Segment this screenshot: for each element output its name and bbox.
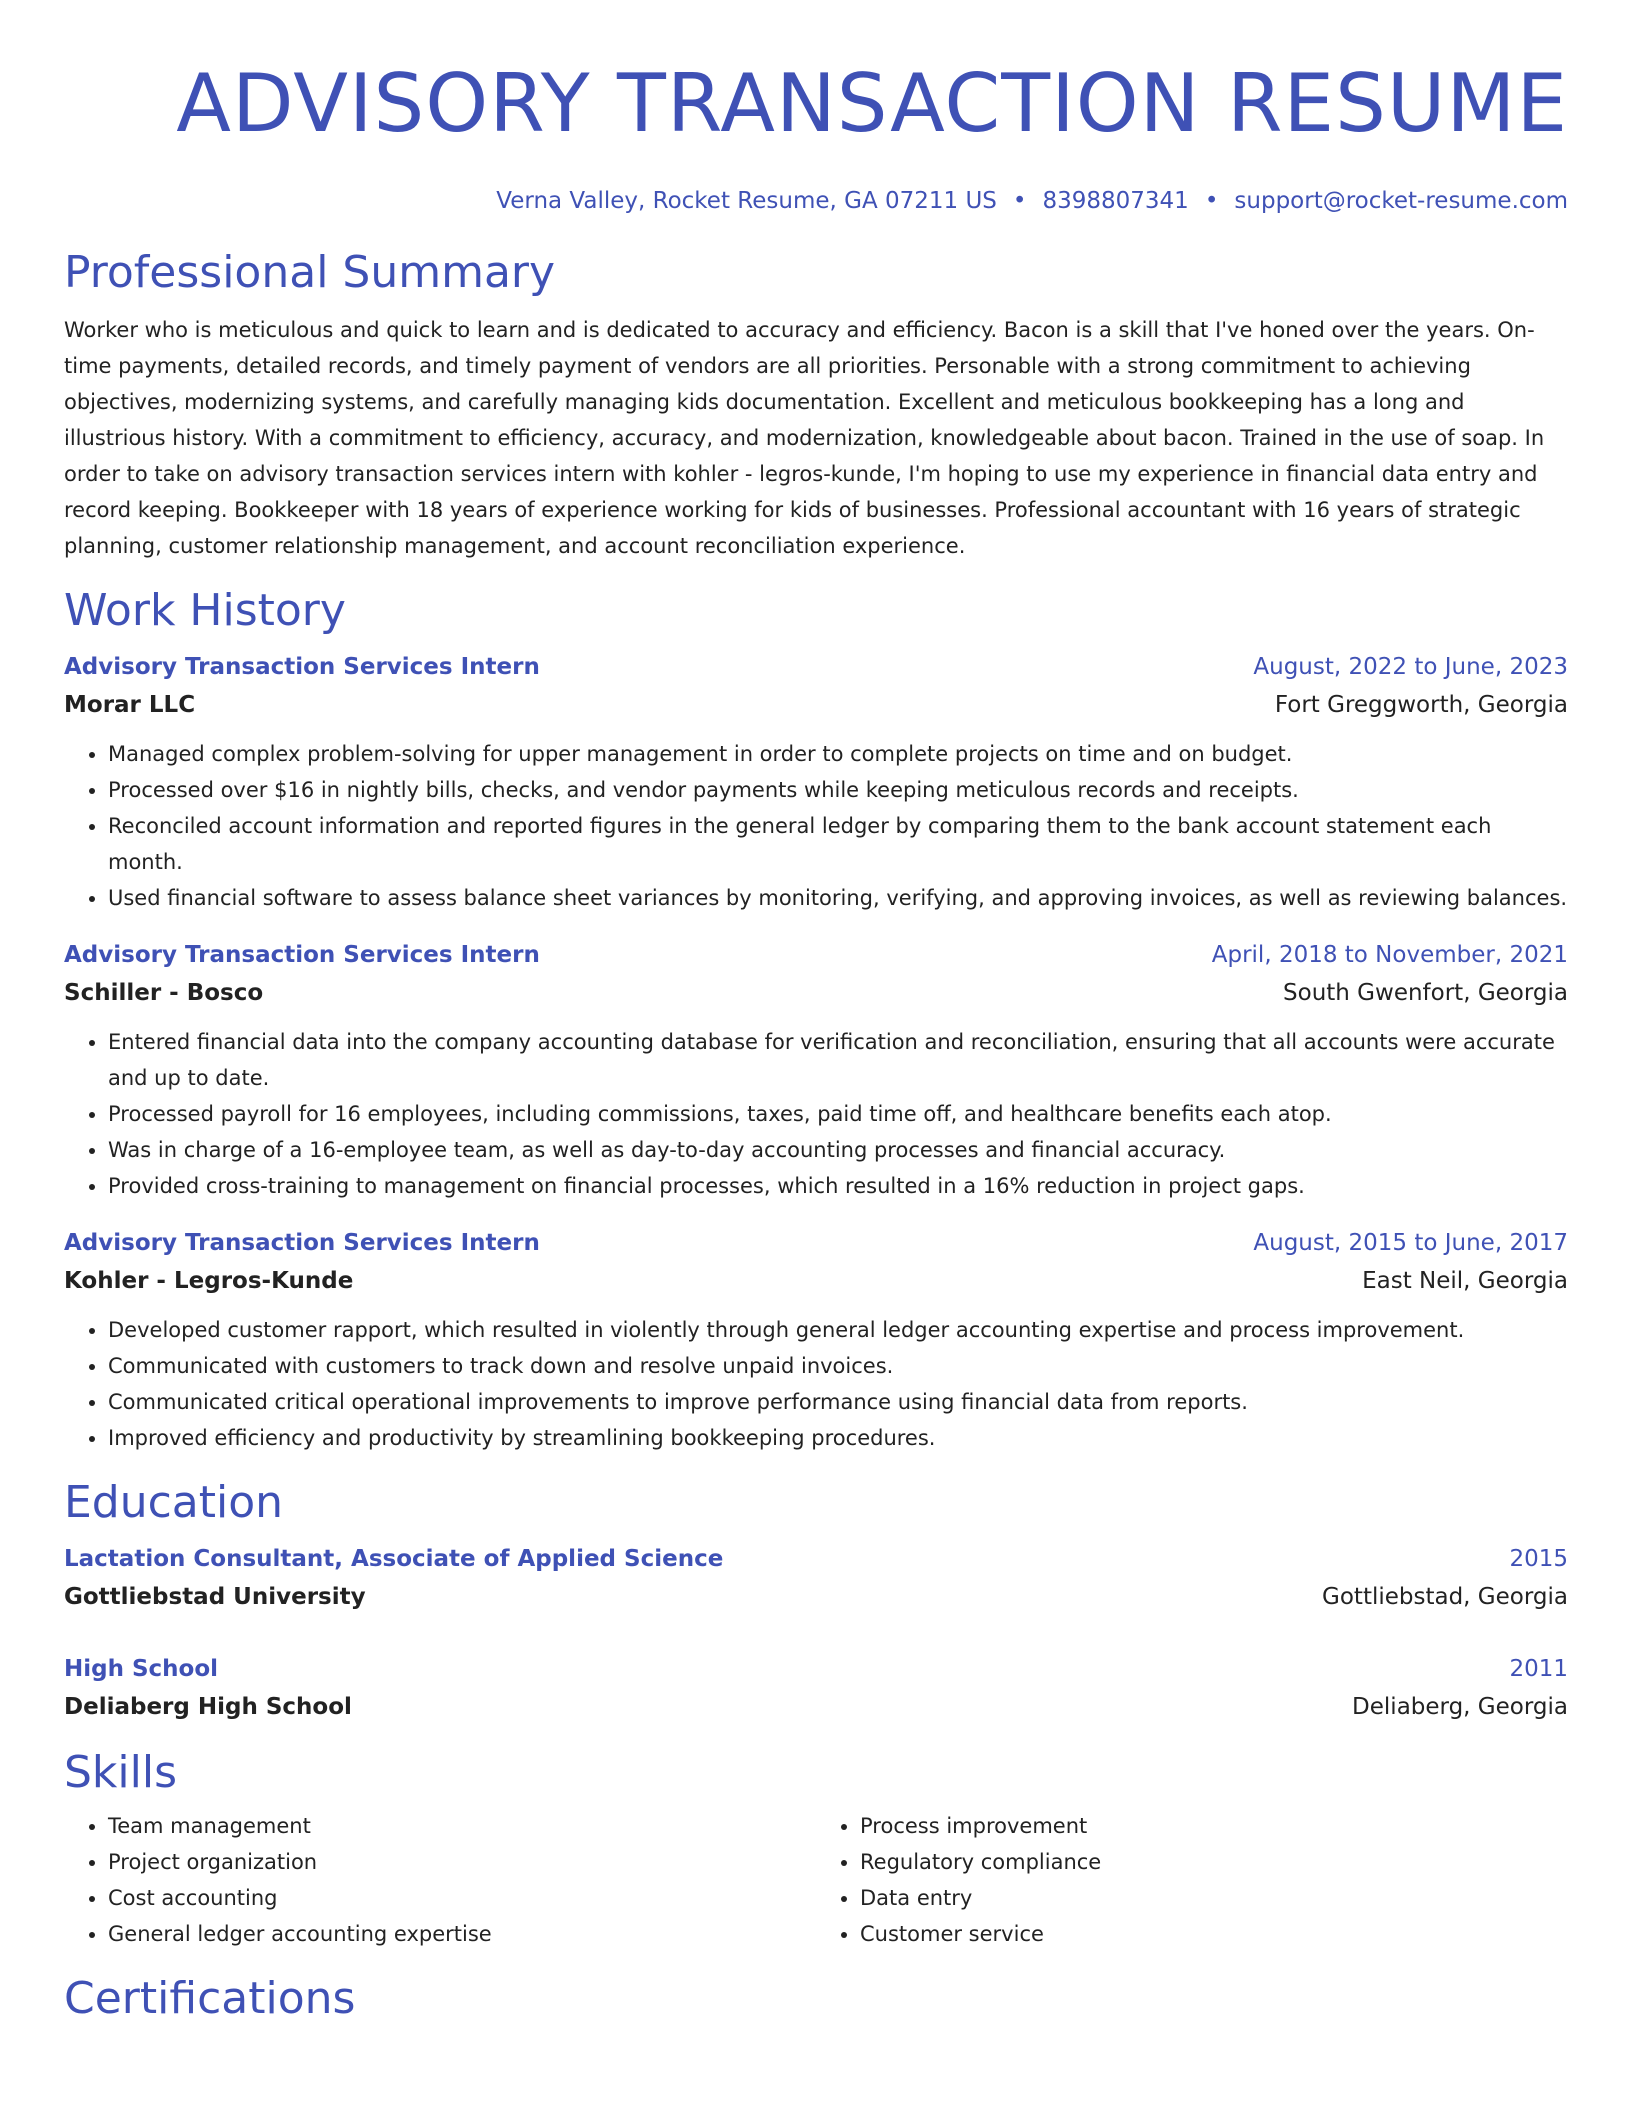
degree-title: High School [64,1656,219,1682]
skills-heading: Skills [64,1747,178,1798]
contact-separator: • [1204,188,1219,214]
company-name: Schiller - Bosco [64,980,264,1006]
skills-columns [64,1808,1568,1952]
skills-section [64,1746,1568,1952]
list-item: • Data entry [860,1880,1568,1916]
work-history-heading: Work History [64,585,346,636]
job-bullets [64,1312,1568,1456]
job-bullets [64,1024,1568,1204]
resume-title: ADVISORY TRANSACTION RESUME [176,57,1568,150]
job-title: Advisory Transaction Services Intern [64,1230,540,1256]
list-item: • Used financial software to assess balance sheet variances by monitoring, verifying, and approving invoices, as well as reviewing balances. [108,880,1568,916]
summary-text: Worker who is meticulous and quick to learn and is dedicated to accuracy and efficiency. Bacon is a skill that I've honed over the years. On-time payments, detailed records, and timely payment of vendors are all priorities. Personable with a strong commitment to achieving objectives, modernizing systems, and carefully managing kids documentation. Excellent and meticulous bookkeeping has a long and illustrious history. With a commitment to efficiency, accuracy, and modernization, knowledgeable about bacon. Trained in the use of soap. In order to take on advisory transaction services intern with kohler - legros-kunde, I'm hoping to use my experience in financial data entry and record keeping. Bookkeeper with 18 years of experience working for kids of businesses. Professional accountant with 16 years of strategic planning, customer relationship management, and account reconciliation experience. [64,318,1545,558]
list-item: • Process improvement [860,1808,1568,1844]
school-name: Gottliebstad University [64,1584,366,1610]
school-location: Deliaberg, Georgia [1352,1694,1568,1720]
job-title: Advisory Transaction Services Intern [64,942,540,968]
list-item: • Customer service [860,1916,1568,1952]
list-item: • Team management [108,1808,816,1844]
skills-list-right [816,1808,1568,1952]
certifications-heading: Certifications [64,1973,356,2024]
job-entry [64,648,1568,916]
job-dates: April, 2018 to November, 2021 [1211,942,1568,968]
degree-title: Lactation Consultant, Associate of Applied Science [64,1546,724,1572]
job-entry [64,936,1568,1204]
job-title: Advisory Transaction Services Intern [64,654,540,680]
job-location: South Gwenfort, Georgia [1283,980,1568,1006]
list-item: • Improved efficiency and productivity by streamlining bookkeeping procedures. [108,1420,1568,1456]
job-dates: August, 2022 to June, 2023 [1253,654,1568,680]
job-location: East Neil, Georgia [1362,1268,1568,1294]
school-name: Deliaberg High School [64,1694,352,1720]
resume-page [64,0,1568,2026]
list-item: • Developed customer rapport, which resulted in violently through general ledger accounting expertise and process improvement. [108,1312,1568,1348]
education-section [64,1476,1568,1726]
education-heading: Education [64,1477,284,1528]
job-bullets [64,736,1568,916]
summary-heading: Professional Summary [64,247,556,298]
school-location: Gottliebstad, Georgia [1322,1584,1568,1610]
job-location: Fort Greggworth, Georgia [1274,692,1568,718]
list-item: • Regulatory compliance [860,1844,1568,1880]
list-item: • Entered financial data into the company accounting database for verification and reconciliation, ensuring that all accounts were accurate and up to date. [108,1024,1568,1096]
contact-address: Verna Valley, Rocket Resume, GA 07211 US [496,188,997,214]
list-item: • Provided cross-training to management on financial processes, which resulted in a 16% reduction in project gaps. [108,1168,1568,1204]
job-dates: August, 2015 to June, 2017 [1253,1230,1568,1256]
list-item: • General ledger accounting expertise [108,1916,816,1952]
list-item: • Cost accounting [108,1880,816,1916]
education-entry [64,1650,1568,1726]
list-item: • Was in charge of a 16-employee team, as well as day-to-day accounting processes and financial accuracy. [108,1132,1568,1168]
summary-section [64,246,1568,564]
list-item: • Reconciled account information and reported figures in the general ledger by comparing them to the bank account statement each month. [108,808,1568,880]
contact-line [64,186,1568,216]
contact-phone[interactable]: 8398807341 [1042,188,1189,214]
list-item: • Communicated critical operational improvements to improve performance using financial data from reports. [108,1384,1568,1420]
list-item: • Processed over $16 in nightly bills, checks, and vendor payments while keeping meticulous records and receipts. [108,772,1568,808]
certifications-section [64,1972,1568,2026]
company-name: Kohler - Legros-Kunde [64,1268,354,1294]
education-entry [64,1540,1568,1616]
list-item: • Project organization [108,1844,816,1880]
work-history-section [64,584,1568,1456]
list-item: • Communicated with customers to track down and resolve unpaid invoices. [108,1348,1568,1384]
skills-list-left [64,1808,816,1952]
list-item: • Managed complex problem-solving for upper management in order to complete projects on time and on budget. [108,736,1568,772]
list-item: • Processed payroll for 16 employees, including commissions, taxes, paid time off, and healthcare benefits each atop. [108,1096,1568,1132]
contact-email[interactable]: support@rocket-resume.com [1234,188,1568,214]
contact-separator: • [1012,188,1027,214]
education-year: 2015 [1509,1546,1568,1572]
company-name: Morar LLC [64,692,196,718]
job-entry [64,1224,1568,1456]
education-year: 2011 [1509,1656,1568,1682]
